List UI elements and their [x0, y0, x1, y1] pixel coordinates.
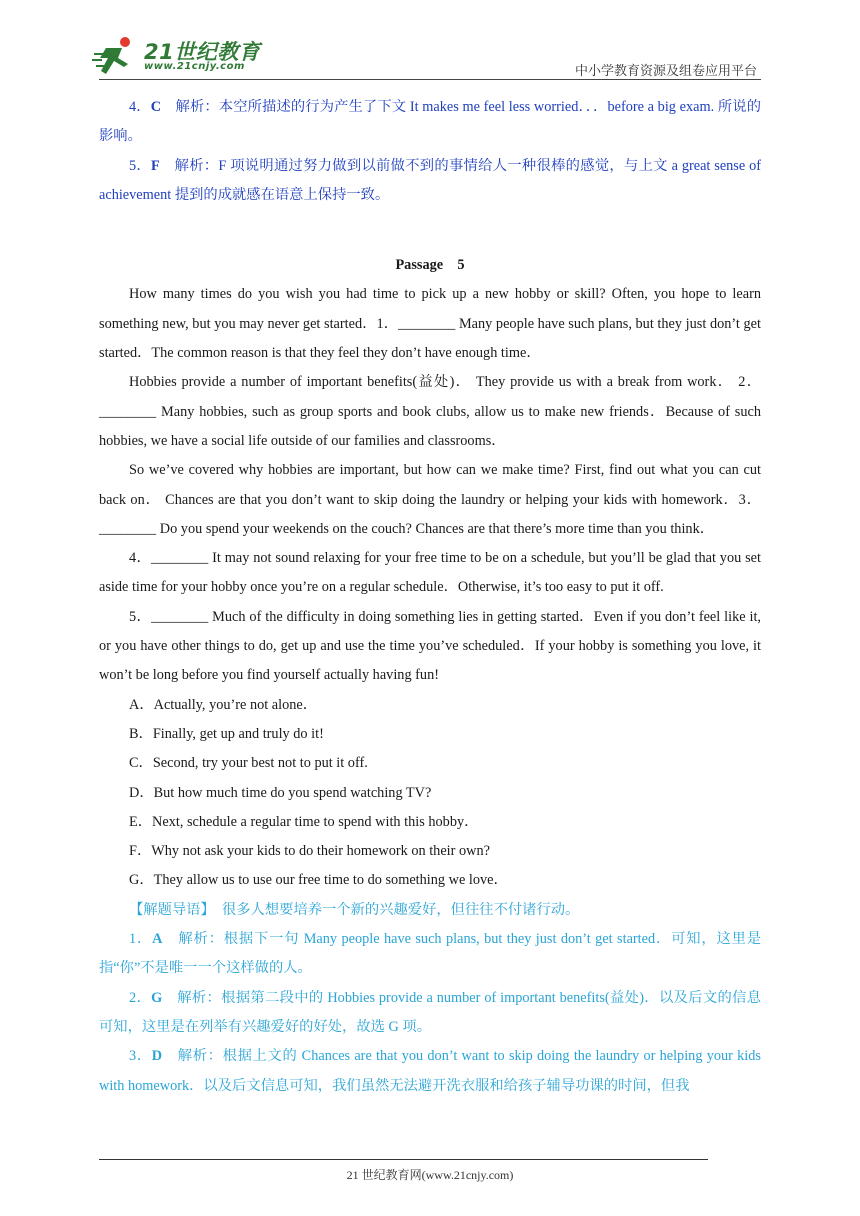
answer-1: 1．A 解析：根据下一句 Many people have such plans, but they just don’t get started．可知，这里是指“你”不是唯一一个这样做的人。: [99, 931, 761, 977]
option-c: C．Second, try your best not to put it off.: [129, 755, 368, 772]
footer-divider: [99, 1159, 708, 1160]
option-g: G．They allow us to use our free time to do something we love．: [129, 872, 508, 889]
prev-answer-4: 4．C 解析：本空所描述的行为产生了下文 It makes me feel less worried．．．before a big exam. 所说的影响。: [99, 99, 761, 145]
paragraph-4: 4．________ It may not sound relaxing for your free time to be on a schedule, but you’ll be glad that you set aside time for your hobby once you’re on a regular schedule．Otherwise, it’s too easy to put it off.: [99, 550, 761, 596]
paragraph-1: How many times do you wish you had time to pick up a new hobby or skill? Often, you hope to learn something new, but you may never get started．1．________ Many people have such plans, but they just don’t get started．The common reason is that they feel they don’t have enough time．: [99, 286, 761, 362]
passage-title: Passage 5: [395, 257, 465, 274]
paragraph-5: 5．________ Much of the difficulty in doing something lies in getting started．Even if you don’t feel like it, or you have other things to do, get up and use the time you’ve scheduled．If your hobby is something you love, it won’t be long before you find yourself actually having fun!: [99, 608, 761, 684]
page-footer: 21 世纪教育网(www.21cnjy.com): [346, 1168, 514, 1182]
option-f: F．Why not ask your kids to do their homework on their own?: [129, 843, 490, 860]
platform-name: 中小学教育资源及组卷应用平台: [574, 64, 757, 79]
paragraph-2: Hobbies provide a number of important benefits(益处)． They provide us with a break from work． 2． ________ Many hobbies, such as group sports and book clubs, allow us to make new friends．Because of such hobbies, we have a social life outside of our families and classrooms．: [99, 374, 761, 449]
guide-note: 【解题导语】 很多人想要培养一个新的兴趣爱好，但往往不付诸行动。: [129, 901, 580, 918]
document-body: [99, 93, 761, 1101]
option-b: B．Finally, get up and truly do it!: [129, 725, 324, 742]
site-logo[interactable]: [92, 34, 267, 78]
page-header: [0, 0, 860, 80]
paragraph-3: So we’ve covered why hobbies are important, but how can we make time? First, find out what you can cut back on． Chances are that you don’t want to skip doing the laundry or helping your kids with homework．3．________ Do you spend your weekends on the couch? Chances are that there’s more time than you think．: [99, 462, 761, 537]
option-e: E．Next, schedule a regular time to spend with this hobby．: [129, 813, 479, 830]
header-divider: [99, 79, 761, 80]
option-a: A．Actually, you’re not alone．: [129, 696, 318, 713]
logo-text: 21世纪教育: [144, 40, 261, 64]
logo-url: www.21cnjy.com: [144, 61, 245, 72]
answer-3: 3．D 解析：根据上文的 Chances are that you don’t want to skip doing the laundry or helping your kids with homework．以及后文信息可知，我们虽然无法避开洗衣服和给孩子辅导功课的时间，但我: [99, 1048, 761, 1094]
option-d: D．But how much time do you spend watching TV?: [129, 784, 432, 801]
prev-answer-5: 5．F 解析：F 项说明通过努力做到以前做不到的事情给人一种很棒的感觉，与上文 a great sense of achievement 提到的成就感在语意上保持一致。: [99, 157, 761, 203]
answer-2: 2．G 解析：根据第二段中的 Hobbies provide a number of important benefits(益处)．以及后文的信息可知，这里是在列举有兴趣爱好的好处，故选 G 项。: [99, 989, 761, 1035]
runner-logo-icon: [92, 34, 142, 78]
